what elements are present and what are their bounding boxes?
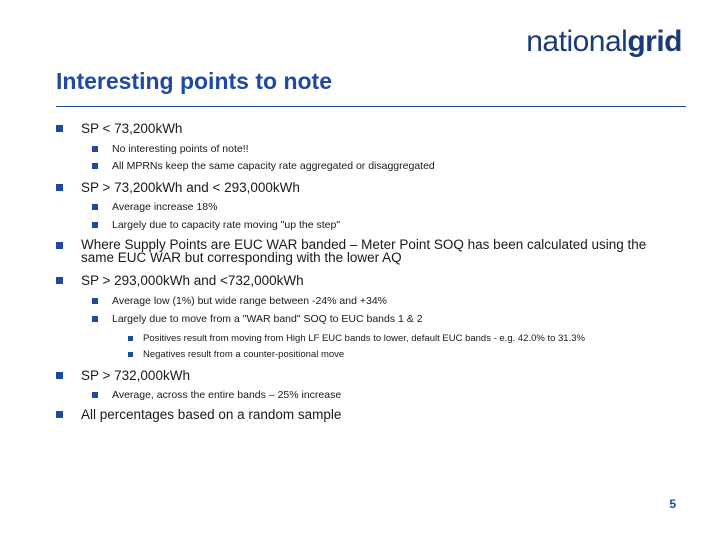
square-bullet-icon [92, 392, 98, 398]
sub-bullet-text: No interesting points of note!! [112, 143, 249, 155]
square-bullet-icon [56, 411, 63, 418]
bullet-text: SP > 293,000kWh and <732,000kWh [81, 273, 304, 288]
bullet-text: SP > 73,200kWh and < 293,000kWh [81, 180, 300, 195]
sub-bullet-item [92, 143, 249, 156]
bullet-item [56, 368, 190, 383]
sub-bullet-text: All MPRNs keep the same capacity rate aggregated or disaggregated [112, 160, 435, 172]
page-number: 5 [669, 497, 676, 511]
sub-bullet-item [92, 160, 435, 173]
bullet-text: Where Supply Points are EUC WAR banded – Meter Point SOQ has been calculated using the same EUC WAR but corresponding with the lower AQ [81, 237, 647, 265]
title-divider [56, 106, 686, 107]
square-bullet-icon [92, 298, 98, 304]
logo-text-grid: grid [627, 25, 682, 58]
square-bullet-icon [56, 125, 63, 132]
sub-bullet-text: Average, across the entire bands – 25% increase [112, 389, 342, 401]
sub-bullet-text: Average increase 18% [112, 201, 218, 213]
bullet-text: SP < 73,200kWh [81, 121, 183, 136]
square-bullet-icon [128, 352, 133, 357]
sub-bullet-item [92, 389, 341, 402]
sub-sub-bullet-text: Negatives result from a counter-positional move [143, 349, 345, 360]
bullet-item [56, 407, 341, 422]
square-bullet-icon [92, 316, 98, 322]
bullet-text: SP > 732,000kWh [81, 368, 190, 383]
square-bullet-icon [56, 184, 63, 191]
square-bullet-icon [128, 336, 133, 341]
square-bullet-icon [92, 204, 98, 210]
sub-bullet-item [92, 313, 423, 326]
sub-sub-bullet-item [128, 349, 344, 361]
bullet-item [56, 121, 182, 136]
sub-sub-bullet-text: Positives result from moving from High LF EUC bands to lower, default EUC bands - e.g. 42.0% to 31.3% [143, 333, 585, 344]
square-bullet-icon [92, 163, 98, 169]
square-bullet-icon [92, 146, 98, 152]
square-bullet-icon [92, 222, 98, 228]
square-bullet-icon [56, 277, 63, 284]
sub-bullet-item [92, 219, 340, 232]
sub-bullet-item [92, 295, 387, 308]
logo-text-national: national [526, 25, 628, 58]
slide-title: Interesting points to note [56, 68, 332, 94]
bullet-text: All percentages based on a random sample [81, 407, 342, 422]
national-grid-logo [526, 24, 682, 60]
bullet-item [56, 238, 676, 264]
sub-sub-bullet-item [128, 333, 585, 345]
sub-bullet-text: Largely due to move from a "WAR band" SOQ to EUC bands 1 & 2 [112, 313, 423, 325]
sub-bullet-text: Average low (1%) but wide range between -24% and +34% [112, 295, 388, 307]
sub-bullet-text: Largely due to capacity rate moving "up the step" [112, 219, 341, 231]
square-bullet-icon [56, 372, 63, 379]
bullet-item [56, 273, 304, 288]
sub-bullet-item [92, 201, 217, 214]
bullet-item [56, 180, 300, 195]
square-bullet-icon [56, 242, 63, 249]
